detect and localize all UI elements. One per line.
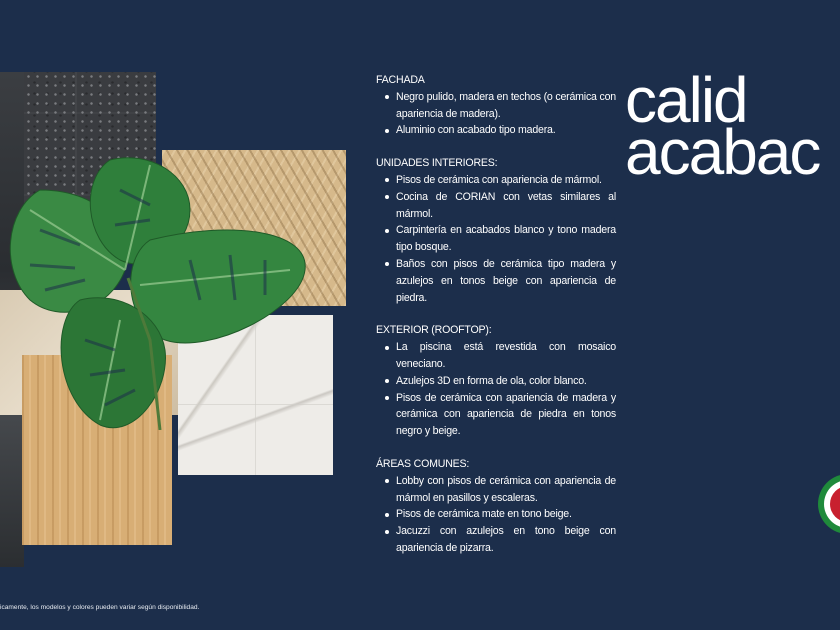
list-item: Azulejos 3D en forma de ola, color blanco. <box>396 373 616 390</box>
list-item: Pisos de cerámica con apariencia de mármol. <box>396 172 616 189</box>
headline-line-1: calid <box>625 64 747 136</box>
monstera-leaves-icon <box>0 150 320 430</box>
list-item: Baños con pisos de cerámica tipo madera y azulejos en tonos beige con apariencia de piedra. <box>396 256 616 306</box>
finishes-spec-list <box>376 72 616 573</box>
list-item: La piscina está revestida con mosaico veneciano. <box>396 339 616 373</box>
section-fachada <box>376 72 616 139</box>
headline-line-2: acabac <box>625 116 820 188</box>
section-title: UNIDADES INTERIORES: <box>376 157 498 170</box>
section-unidades-interiores <box>376 155 616 306</box>
section-areas-comunes <box>376 456 616 557</box>
list-item: Pisos de cerámica mate en tono beige. <box>396 506 616 523</box>
list-item: Aluminio con acabado tipo madera. <box>396 122 616 139</box>
page-headline <box>625 64 820 188</box>
section-title: ÁREAS COMUNES: <box>376 457 470 470</box>
disclaimer-footnote: icamente, los modelos y colores pueden variar según disponibilidad. <box>0 604 200 611</box>
materials-collage <box>0 0 360 600</box>
list-item: Cocina de CORIAN con vetas similares al mármol. <box>396 189 616 223</box>
flag-badge-icon <box>818 462 840 546</box>
list-item: Pisos de cerámica con apariencia de madera y cerámica con apariencia de piedra en tonos negro y beige. <box>396 390 616 440</box>
section-exterior-rooftop <box>376 322 616 440</box>
list-item: Carpintería en acabados blanco y tono madera tipo bosque. <box>396 222 616 256</box>
section-title: FACHADA <box>376 74 425 86</box>
list-item: Lobby con pisos de cerámica con apariencia de mármol en pasillos y escaleras. <box>396 473 616 507</box>
section-title: EXTERIOR (ROOFTOP): <box>376 324 492 337</box>
list-item: Negro pulido, madera en techos (o cerámica con apariencia de madera). <box>396 89 616 123</box>
list-item: Jacuzzi con azulejos en tono beige con apariencia de pizarra. <box>396 523 616 557</box>
